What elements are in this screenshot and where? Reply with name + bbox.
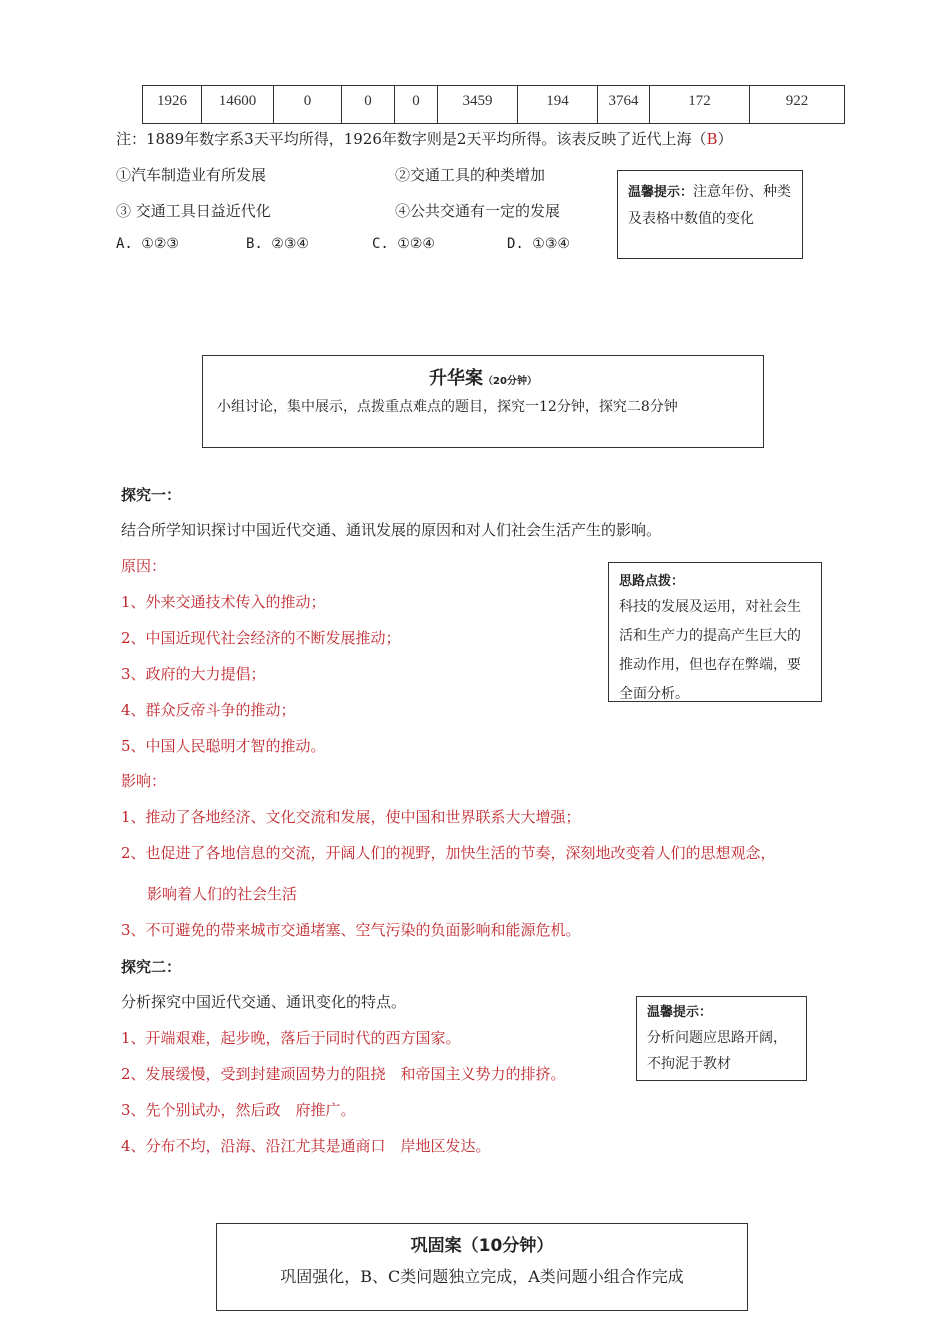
note-answer: B xyxy=(706,130,718,148)
choice-b: B. ②③④ xyxy=(246,236,309,252)
choice-d: D. ①③④ xyxy=(507,236,570,252)
tip-3-text: 分析问题应思路开阔，不拘泥于教材 xyxy=(647,1030,787,1072)
option-4: ④公共交通有一定的发展 xyxy=(395,202,561,220)
explore-2-question: 分析探究中国近代交通、通讯变化的特点。 xyxy=(121,993,407,1011)
impact-item: 3、不可避免的带来城市交通堵塞、空气污染的负面影响和能源危机。 xyxy=(121,921,581,939)
tip-box-1 xyxy=(617,170,803,259)
shenghua-title: 升华案 xyxy=(429,368,484,389)
table-row xyxy=(143,86,845,124)
tip-2-text: 科技的发展及运用，对社会生活和生产力的提高产生巨大的推动作用，但也存在弊端，要全面分析。 xyxy=(619,599,801,702)
explore-1-question: 结合所学知识探讨中国近代交通、通讯发展的原因和对人们社会生活产生的影响。 xyxy=(121,521,662,539)
impact-item: 1、推动了各地经济、文化交流和发展，使中国和世界联系大大增强； xyxy=(121,808,581,826)
reason-item: 1、外来交通技术传入的推动； xyxy=(121,593,326,611)
feature-item: 1、开端艰难，起步晚，落后于同时代的西方国家。 xyxy=(121,1029,461,1047)
option-3: ③ 交通工具日益近代化 xyxy=(116,202,271,220)
table-cell: 0 xyxy=(395,86,438,124)
tip-box-2 xyxy=(608,562,822,702)
data-table xyxy=(142,85,845,124)
impact-label: 影响： xyxy=(121,772,167,790)
reason-item: 3、政府的大力提倡； xyxy=(121,665,266,683)
table-cell: 0 xyxy=(342,86,395,124)
tip-3-title: 温馨提示： xyxy=(647,1005,713,1020)
reasons-label: 原因： xyxy=(121,557,167,575)
reason-item: 4、群众反帝斗争的推动； xyxy=(121,701,296,719)
shenghua-text: 小组讨论，集中展示，点拨重点难点的题目，探究一12分钟，探究二8分钟 xyxy=(217,399,678,415)
choice-c: C. ①②④ xyxy=(372,236,435,252)
gonggu-text: 巩固强化，B、C类问题独立完成，A类问题小组合作完成 xyxy=(280,1267,684,1286)
table-cell: 0 xyxy=(274,86,342,124)
tip-1-title: 温馨提示： xyxy=(628,185,694,200)
explore-2-heading: 探究二： xyxy=(121,958,182,976)
gonggu-title: 巩固案（10分钟） xyxy=(410,1236,554,1256)
table-cell: 922 xyxy=(750,86,845,124)
feature-item: 2、发展缓慢，受到封建顽固势力的阻挠 和帝国主义势力的排挤。 xyxy=(121,1065,566,1083)
table-note xyxy=(116,128,733,149)
explore-1-heading: 探究一： xyxy=(121,486,182,504)
impact-item-continued: 影响着人们的社会生活 xyxy=(147,885,298,903)
table-cell: 3459 xyxy=(438,86,518,124)
note-prefix: 注：1889年数字系3天平均所得，1926年数字则是2天平均所得。该表反映了近代上海（ xyxy=(116,130,707,148)
tip-2-title: 思路点拨： xyxy=(619,574,685,589)
option-1: ①汽车制造业有所发展 xyxy=(116,166,267,184)
table-cell: 3764 xyxy=(598,86,650,124)
table-cell: 194 xyxy=(518,86,598,124)
option-2: ②交通工具的种类增加 xyxy=(395,166,546,184)
table-cell: 172 xyxy=(650,86,750,124)
choice-a: A. ①②③ xyxy=(116,236,179,252)
impact-item: 2、也促进了各地信息的交流，开阔人们的视野，加快生活的节奏，深刻地改变着人们的思想观念， xyxy=(121,844,776,862)
shenghua-box xyxy=(202,355,764,448)
feature-item: 4、分布不均，沿海、沿江尤其是通商口 岸地区发达。 xyxy=(121,1137,491,1155)
reason-item: 2、中国近现代社会经济的不断发展推动； xyxy=(121,629,401,647)
tip-box-3 xyxy=(636,996,807,1081)
table-cell: 14600 xyxy=(202,86,274,124)
note-suffix: ） xyxy=(717,130,733,148)
shenghua-time: （20分钟） xyxy=(483,376,537,387)
tip-1-text: 注意年份、种类及表格中数值的变化 xyxy=(628,184,792,227)
feature-item: 3、先个别试办，然后政 府推广。 xyxy=(121,1101,356,1119)
gonggu-box xyxy=(216,1223,748,1311)
table-cell: 1926 xyxy=(143,86,202,124)
reason-item: 5、中国人民聪明才智的推动。 xyxy=(121,737,326,755)
